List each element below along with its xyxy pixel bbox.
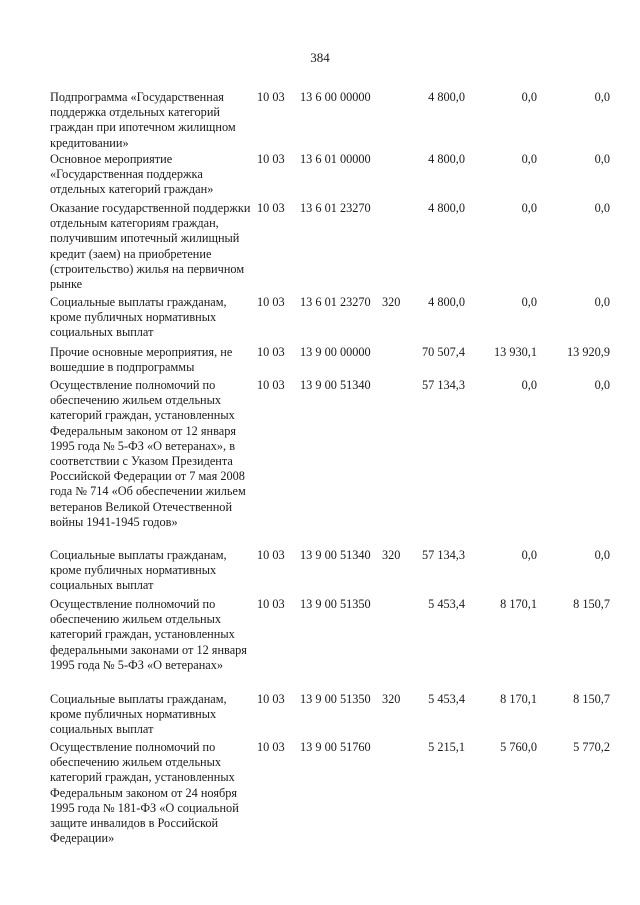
row-value-1: 70 507,4 [421,345,465,359]
row-name: Прочие основные мероприятия, не вошедшие в подпрограммы [50,345,233,375]
row-value-1: 4 800,0 [428,201,465,215]
row-target: 13 6 01 23270 [300,295,371,309]
row-target: 13 9 00 51760 [300,740,371,754]
row-value-1: 4 800,0 [428,295,465,309]
row-expense-type: 320 [382,692,401,706]
row-value-2: 13 930,1 [493,345,537,359]
row-value-2: 0,0 [521,548,537,562]
row-value-3: 8 150,7 [573,597,610,611]
row-value-3: 0,0 [594,378,610,392]
row-value-3: 0,0 [594,201,610,215]
row-target: 13 9 00 51350 [300,692,371,706]
row-value-2: 0,0 [521,378,537,392]
row-name: Осуществление полномочий по обеспечению жильем отдельных категорий граждан, установленных Федеральным законом от 24 ноября 1995 года № 181-ФЗ «О социальной защите инвалидов в Российской Федерации» [50,740,239,846]
row-value-2: 0,0 [521,295,537,309]
row-target: 13 9 00 51340 [300,548,371,562]
row-target: 13 9 00 00000 [300,345,371,359]
row-section: 10 03 [257,378,285,392]
row-section: 10 03 [257,295,285,309]
row-value-2: 8 170,1 [500,692,537,706]
row-value-3: 13 920,9 [566,345,610,359]
row-target: 13 9 00 51340 [300,378,371,392]
row-name: Социальные выплаты гражданам, кроме публичных нормативных социальных выплат [50,295,227,340]
page-number: 384 [310,50,330,65]
row-section: 10 03 [257,201,285,215]
row-value-1: 4 800,0 [428,90,465,104]
row-section: 10 03 [257,740,285,754]
row-value-1: 5 453,4 [428,597,465,611]
row-value-2: 0,0 [521,152,537,166]
row-section: 10 03 [257,90,285,104]
row-value-3: 8 150,7 [573,692,610,706]
row-value-2: 0,0 [521,90,537,104]
row-section: 10 03 [257,548,285,562]
row-value-1: 5 215,1 [428,740,465,754]
row-value-1: 57 134,3 [421,548,465,562]
row-value-3: 0,0 [594,152,610,166]
row-name: Основное мероприятие «Государственная поддержка отдельных категорий граждан» [50,152,214,197]
row-target: 13 6 01 00000 [300,152,371,166]
row-value-2: 8 170,1 [500,597,537,611]
row-name: Подпрограмма «Государственная поддержка отдельных категорий граждан при ипотечном жилищном кредитовании» [50,90,236,150]
row-value-1: 57 134,3 [421,378,465,392]
row-section: 10 03 [257,152,285,166]
row-value-3: 0,0 [594,295,610,309]
row-section: 10 03 [257,597,285,611]
row-value-2: 5 760,0 [500,740,537,754]
row-value-2: 0,0 [521,201,537,215]
row-value-1: 5 453,4 [428,692,465,706]
row-target: 13 6 00 00000 [300,90,371,104]
row-expense-type: 320 [382,548,401,562]
row-section: 10 03 [257,345,285,359]
row-value-1: 4 800,0 [428,152,465,166]
row-name: Оказание государственной поддержки отдельным категориям граждан, получившим ипотечный жилищный кредит (заем) на приобретение (строительство) жилья на первичном рынке [50,201,251,292]
row-value-3: 5 770,2 [573,740,610,754]
row-target: 13 9 00 51350 [300,597,371,611]
row-target: 13 6 01 23270 [300,201,371,215]
row-name: Социальные выплаты гражданам, кроме публичных нормативных социальных выплат [50,548,227,593]
row-value-3: 0,0 [594,90,610,104]
row-name: Осуществление полномочий по обеспечению жильем отдельных категорий граждан, установленных федеральными законами от 12 января 1995 года № 5-ФЗ «О ветеранах» [50,597,247,672]
row-expense-type: 320 [382,295,401,309]
row-value-3: 0,0 [594,548,610,562]
row-section: 10 03 [257,692,285,706]
row-name: Социальные выплаты гражданам, кроме публичных нормативных социальных выплат [50,692,227,737]
row-name: Осуществление полномочий по обеспечению жильем отдельных категорий граждан, установленных Федеральным законом от 12 января 1995 года № 5-ФЗ «О ветеранах», в соответствии с Указом Президента Российской Федерации от 7 мая 2008 года № 714 «Об обеспечении жильем ветеранов Великой Отечественной войны 1941-1945 годов» [50,378,246,529]
